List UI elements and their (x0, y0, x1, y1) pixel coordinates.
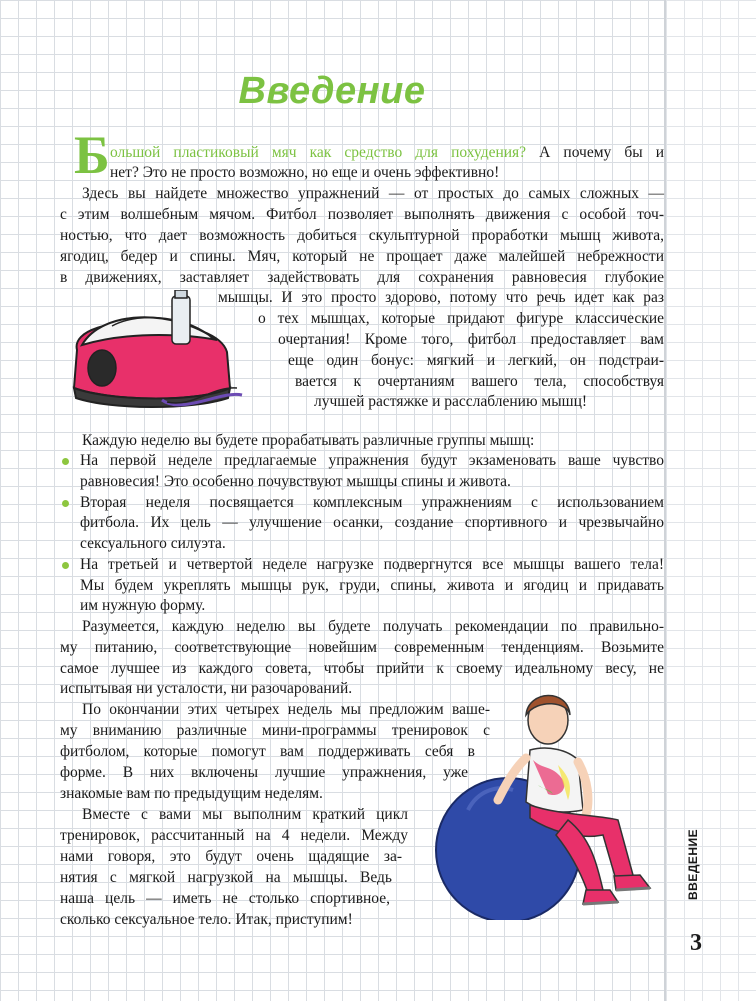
lead-rest: А почему бы и (539, 144, 665, 161)
sports-bag-illustration (52, 290, 252, 420)
text-line-34: нами говоря, это будут очень щадящие за- (60, 848, 402, 865)
text-line-4: с этим волшебным мячом. Фитбол позволяет выполнять движения с особой точ- (60, 206, 664, 223)
text-line-26: испытывая ни усталости, ни разочарований. (60, 680, 353, 697)
text-line-12: вается к очертаниям вашего тела, способствуя (295, 373, 664, 390)
drop-cap: Б (74, 125, 110, 185)
woman-on-fitball-illustration (418, 690, 668, 920)
text-line-18: фитбола. Их цель — улучшение осанки, создание спортивного и чрезвычайно (80, 514, 664, 531)
text-line-28: му вниманию различные мини-программы тренировок с (60, 722, 490, 739)
text-line-37: сколько сексуальное тело. Итак, приступим! (60, 911, 353, 928)
text-line-33: тренировок, рассчитанный на 4 недели. Между (60, 827, 408, 844)
right-margin-gutter (664, 0, 756, 1001)
text-line-35: нятия с мягкой нагрузкой на мышцы. Ведь (60, 869, 392, 886)
section-side-label: ВВЕДЕНИЕ (686, 828, 700, 900)
text-line-17: Вторая неделя посвящается комплексным упражнениям с использованием (80, 494, 664, 511)
text-line-25: самое лучшее из каждого совета, чтобы прийти к своему идеальному весу, не (60, 660, 664, 677)
text-line-10: очертания! Кроме того, фитбол предоставляет вам (278, 331, 664, 348)
text-line-19: сексуального силуэта. (80, 535, 226, 552)
text-line-8: мышцы. И это просто здорово, потому что речь идет как раз (218, 289, 664, 306)
text-line-21: Мы будем укреплять мышцы рук, груди, спины, живота и ягодиц и придавать (80, 577, 664, 594)
page-title: Введение (238, 70, 426, 112)
text-line-11: еще один бонус: мягкий и легкий, он подстраи- (288, 352, 664, 369)
text-line-1 (110, 143, 664, 163)
text-line-32: Вместе с вами мы выполним краткий цикл (82, 806, 408, 823)
text-line-16: равновесия! Это особенно почувствуют мышцы спины и живота. (80, 473, 511, 490)
page-number: 3 (690, 930, 702, 956)
text-line-23: Разумеется, каждую неделю вы будете получать рекомендации по правильно- (82, 618, 664, 635)
text-line-27: По окончании этих четырех недель мы предложим ваше- (82, 701, 490, 718)
bullet-3 (62, 562, 69, 569)
text-line-24: му питанию, соответствующие новейшим современным тенденциям. Возьмите (60, 639, 664, 656)
text-line-22: им нужную форму. (80, 597, 206, 614)
text-line-30: форме. В них включены лучшие упражнения, уже (60, 764, 468, 781)
text-line-15: На первой неделе предлагаемые упражнения будут экзаменовать ваше чувство (80, 452, 664, 469)
text-line-36: наша цель — иметь не столько спортивное, (60, 890, 390, 907)
text-line-13: лучшей растяжке и расслаблению мышц! (314, 393, 588, 410)
text-line-2: нет? Это не просто возможно, но еще и очень эффективно! (110, 164, 500, 181)
text-line-29: фитболом, которые помогут вам поддерживать себя в (60, 743, 475, 760)
text-line-14: Каждую неделю вы будете прорабатывать различные группы мышц: (82, 432, 535, 449)
lead-question: ольшой пластиковый мяч как средство для похудения? (110, 144, 527, 161)
text-line-6: ягодиц, бедер и спины. Мяч, который не прощает даже малейшей небрежности (60, 248, 664, 265)
bullet-1 (62, 458, 69, 465)
text-line-5: ностью, что дает возможность добиться скульптурной проработки мышц живота, (60, 227, 664, 244)
text-line-20: На третьей и четвертой неделе нагрузке подвергнутся все мышцы вашего тела! (80, 556, 664, 573)
text-line-7: в движениях, заставляет задействовать для сохранения равновесия глубокие (60, 269, 664, 286)
text-line-3: Здесь вы найдете множество упражнений — от простых до самых сложных — (82, 185, 664, 202)
bullet-2 (62, 500, 69, 507)
text-line-9: о тех мышцах, которые придают фигуре классические (258, 310, 664, 327)
text-line-31: знакомые вам по предыдущим неделям. (60, 785, 323, 802)
